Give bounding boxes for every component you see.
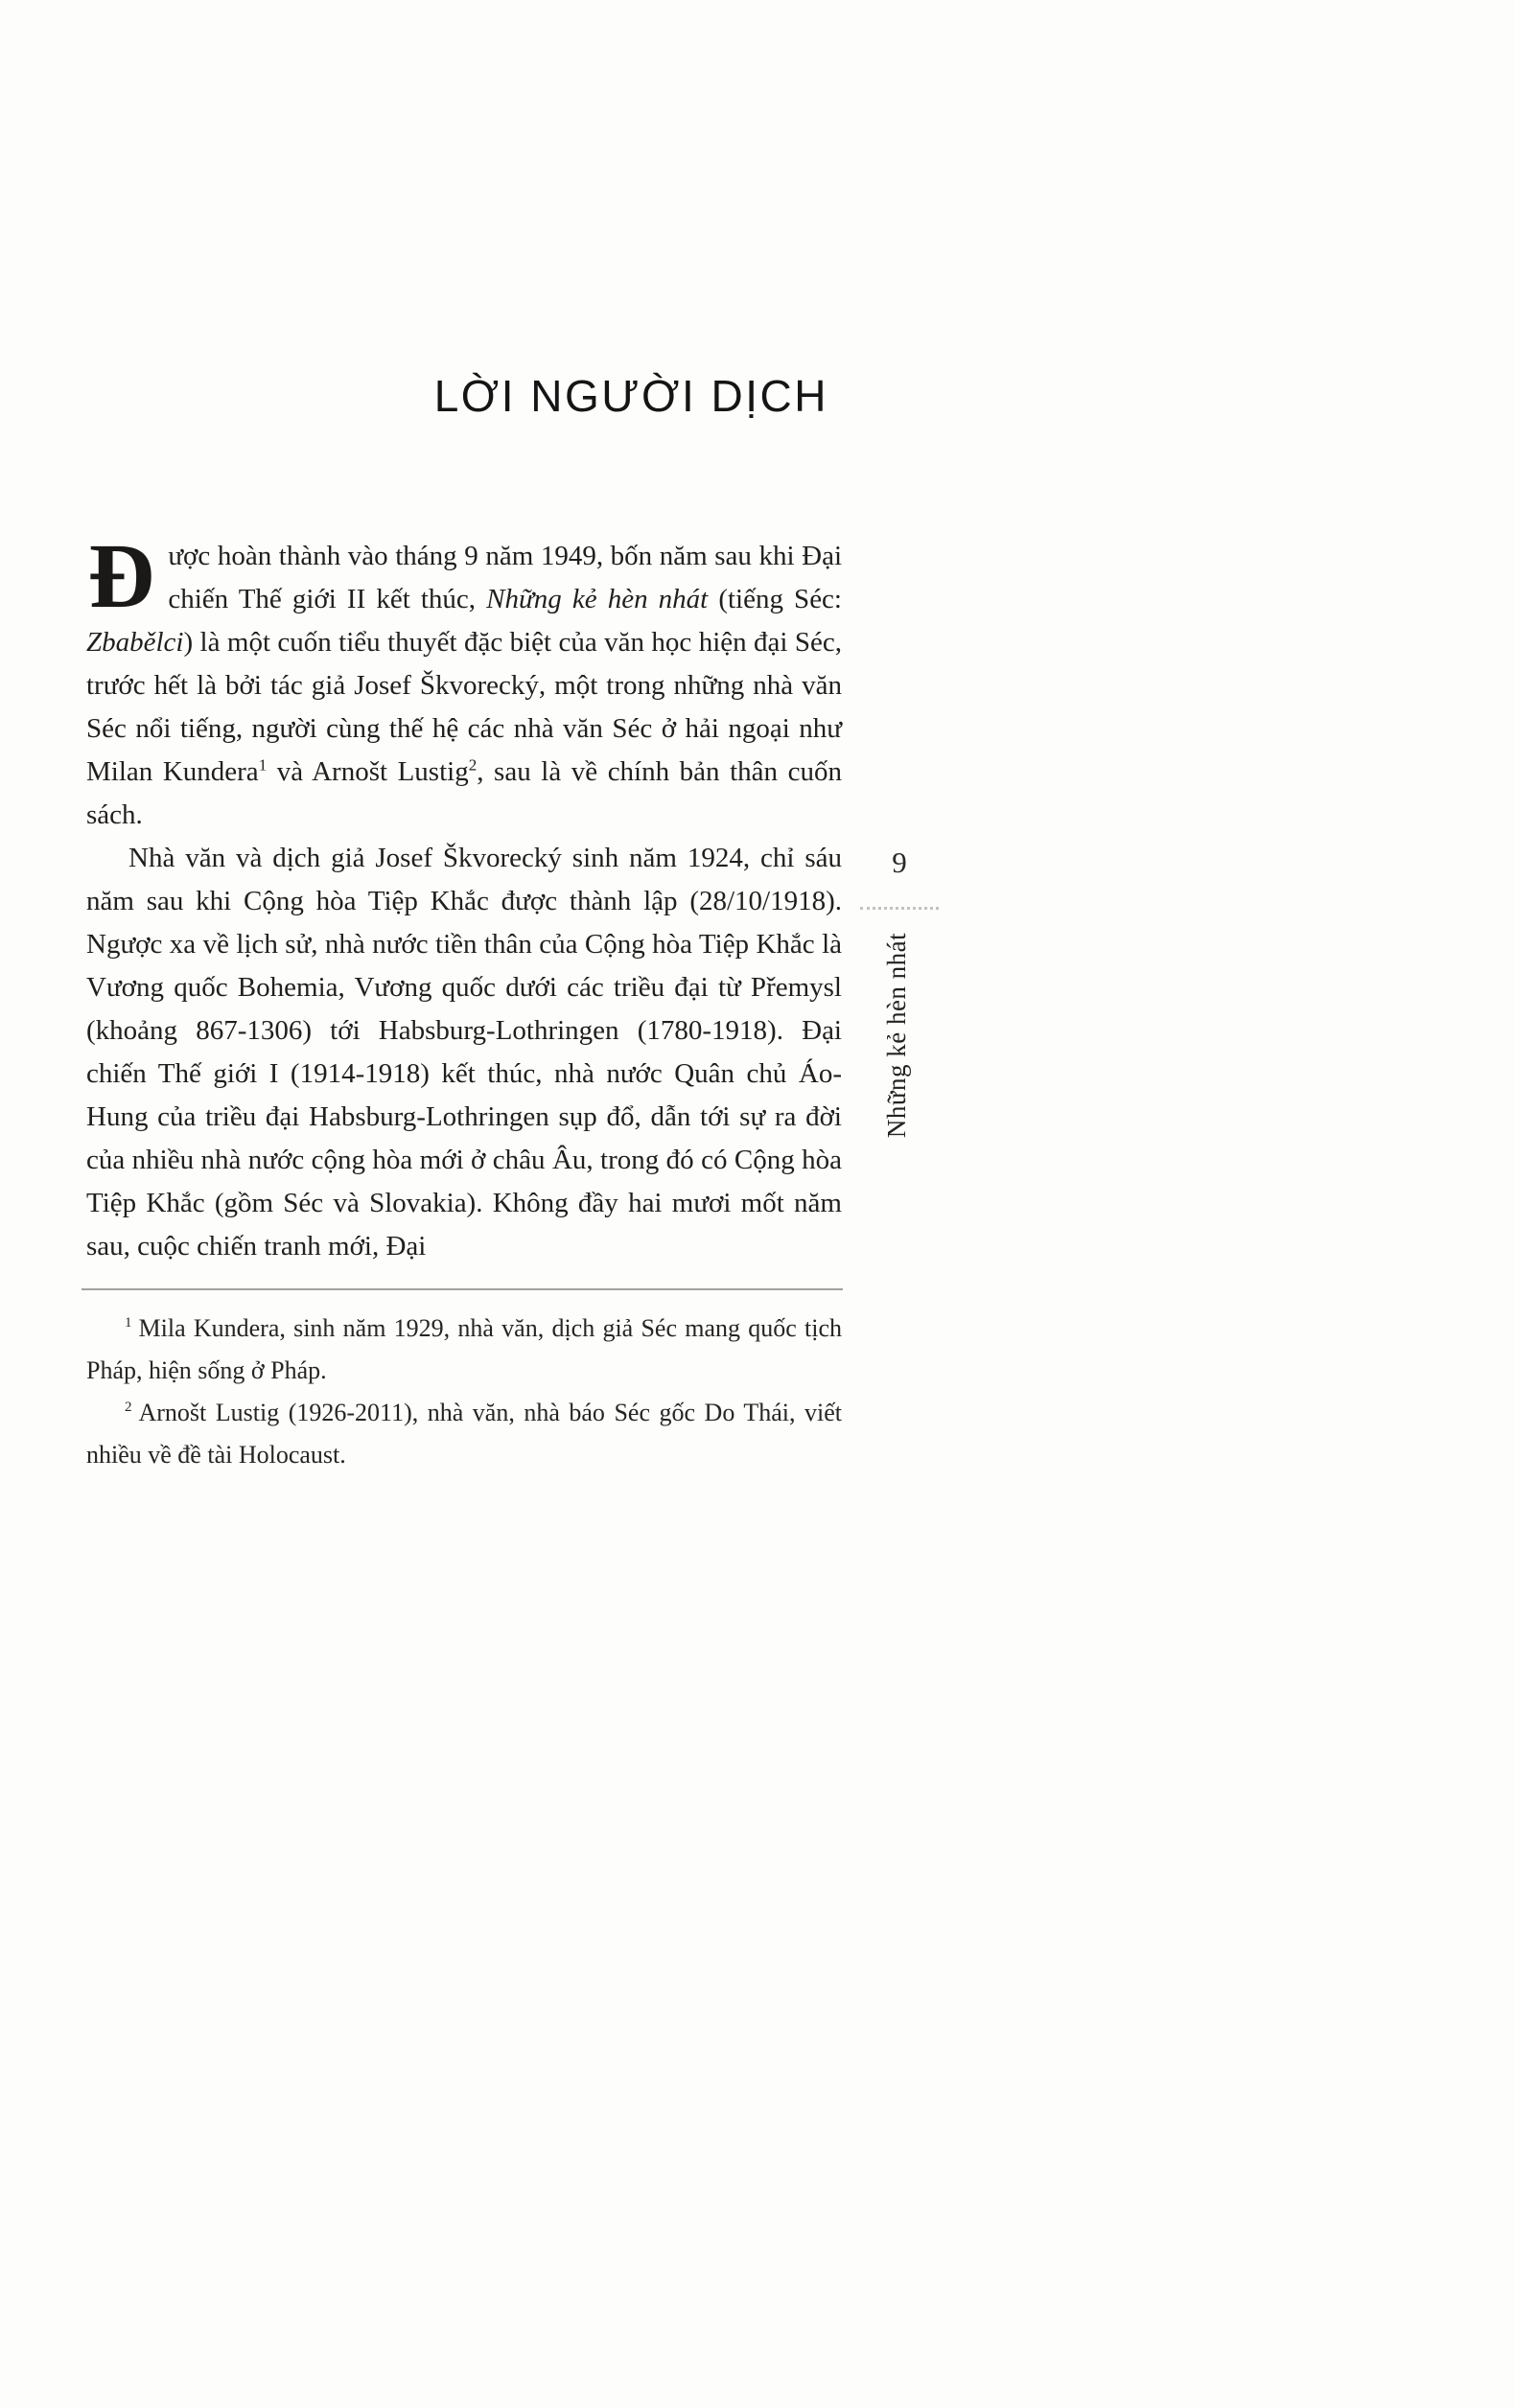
footnote-2-text: Arnošt Lustig (1926-2011), nhà văn, nhà báo Séc gốc Do Thái, viết nhiều về đề tài Holocaust. — [86, 1399, 842, 1469]
paragraph-1-seg5: , sau là về chính bản thân cuốn sách. — [86, 756, 842, 830]
book-title-italic: Những kẻ hèn nhát — [486, 584, 709, 614]
footnote-ref-2: 2 — [468, 755, 478, 775]
drop-cap: Đ — [88, 524, 155, 627]
paragraph-2: Nhà văn và dịch giả Josef Škvorecký sinh năm 1924, chỉ sáu năm sau khi Cộng hòa Tiệp Khắc được thành lập (28/10/1918). Ngược xa về lịch sử, nhà nước tiền thân của Cộng hòa Tiệp Khắc là Vương quốc Bohemia, Vương quốc dưới các triều đại từ Přemysl (khoảng 867-1306) tới Habsburg-Lothringen (1780-1918). Đại chiến Thế giới I (1914-1918) kết thúc, nhà nước Quân chủ Áo-Hung của triều đại Habsburg-Lothringen sụp đổ, dẫn tới sự ra đời của nhiều nhà nước cộng hòa mới ở châu Âu, trong đó có Cộng hòa Tiệp Khắc (gồm Séc và Slovakia). Không đầy hai mươi mốt năm sau, cuộc chiến tranh mới, Đại — [86, 843, 842, 1262]
footnote-1-marker: 1 — [125, 1315, 132, 1331]
page-title: LỜI NGƯỜI DỊCH — [433, 371, 828, 421]
body-text — [86, 524, 842, 1268]
czech-title-italic: Zbabělci — [86, 627, 184, 658]
paragraph-1 — [86, 524, 842, 837]
paragraph-1-seg1: ược hoàn thành vào tháng 9 năm 1949, bốn năm sau khi Đại chiến Thế giới II kết thúc, — [168, 541, 842, 614]
paragraph-1-seg3: ) là một cuốn tiểu thuyết đặc biệt của văn học hiện đại Séc, trước hết là bởi tác giả Josef Škvorecký, một trong những nhà văn Séc nổi tiếng, người cùng thế hệ các nhà văn Séc ở hải ngoại như Milan Kundera — [86, 627, 842, 787]
margin-running-title: Những kẻ hèn nhát — [882, 932, 911, 1139]
footnotes — [86, 1308, 842, 1476]
footnote-rule — [82, 1288, 843, 1290]
footnote-ref-1: 1 — [258, 755, 268, 775]
paragraph-1-seg4: và Arnošt Lustig — [267, 756, 469, 787]
paragraph-1-seg2: (tiếng Séc: — [708, 584, 842, 614]
footnote-1 — [86, 1308, 842, 1392]
footnote-1-text: Mila Kundera, sinh năm 1929, nhà văn, dịch giả Séc mang quốc tịch Pháp, hiện sống ở Pháp. — [86, 1314, 842, 1384]
footnote-2 — [86, 1392, 842, 1476]
page-number: 9 — [892, 845, 907, 879]
footnote-2-marker: 2 — [125, 1400, 132, 1416]
